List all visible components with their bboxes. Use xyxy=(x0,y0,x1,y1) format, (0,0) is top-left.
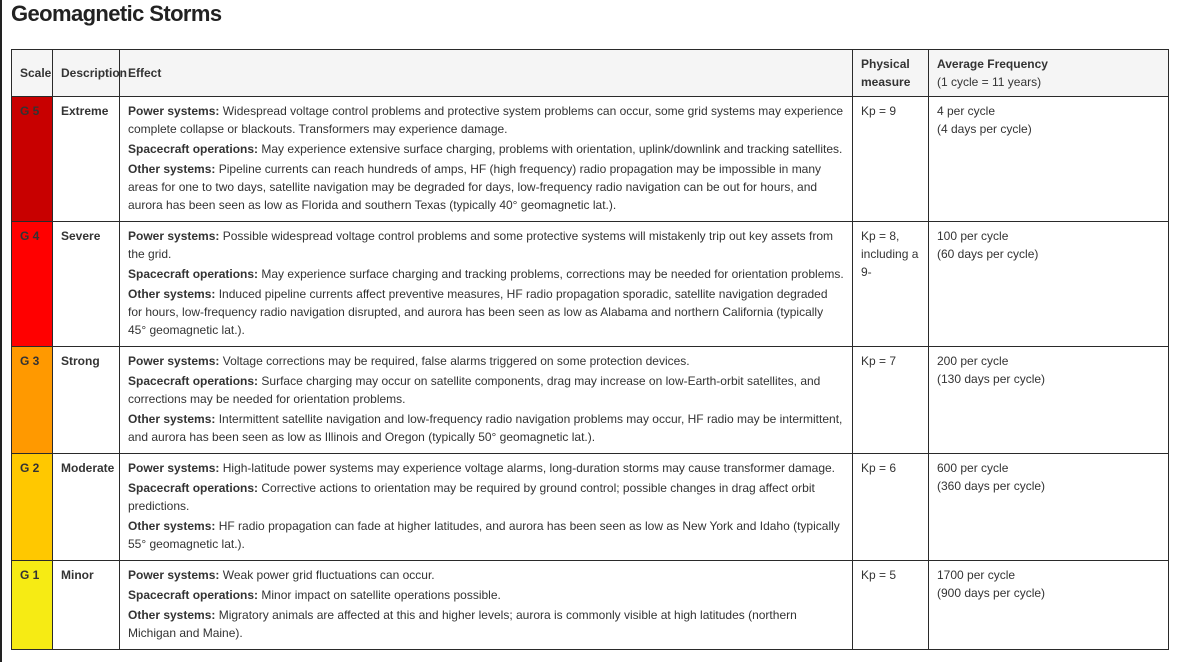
description-label: Moderate xyxy=(61,461,115,475)
spacecraft-operations-label: Spacecraft operations: xyxy=(128,588,259,602)
frequency-value: 1700 per cycle xyxy=(937,568,1016,582)
scale-cell xyxy=(12,454,53,561)
header-description: Description xyxy=(53,50,120,97)
frequency-value: 100 per cycle xyxy=(937,229,1009,243)
other-systems-text: HF radio propagation can fade at higher latitudes, and aurora has been seen as low as New York and Idaho (typically 55° geomagnetic lat.). xyxy=(128,519,840,551)
effect-spacecraft-operations xyxy=(128,372,844,408)
header-average-frequency-label: Average Frequency xyxy=(937,57,1048,71)
other-systems-label: Other systems: xyxy=(128,519,216,533)
header-average-frequency-note: (1 cycle = 11 years) xyxy=(937,75,1042,89)
frequency-value: 600 per cycle xyxy=(937,461,1009,475)
scale-cell xyxy=(12,222,53,347)
description-cell xyxy=(53,347,120,454)
spacecraft-operations-text: May experience extensive surface charging, problems with orientation, uplink/downlink and tracking satellites. xyxy=(261,142,843,156)
scale-label: G 2 xyxy=(20,461,40,475)
power-systems-label: Power systems: xyxy=(128,354,220,368)
frequency-days-value: (130 days per cycle) xyxy=(937,372,1046,386)
other-systems-text: Intermittent satellite navigation and low-frequency radio navigation problems may occur, HF radio may be intermittent, and aurora has been seen as low as Illinois and Oregon (typically 50° geomagnetic lat.). xyxy=(128,412,843,444)
physical-measure-cell xyxy=(853,561,929,650)
scale-cell xyxy=(12,561,53,650)
frequency-cell xyxy=(929,454,1169,561)
effect-other-systems xyxy=(128,517,844,553)
scale-label: G 3 xyxy=(20,354,40,368)
other-systems-label: Other systems: xyxy=(128,162,216,176)
power-systems-label: Power systems: xyxy=(128,461,220,475)
other-systems-text: Pipeline currents can reach hundreds of amps, HF (high frequency) radio propagation may be impossible in many areas for one to two days, satellite navigation may be degraded for days, low-frequency radio navigation can be out for hours, and aurora has been seen as low as Florida and southern Texas (typically 40° geomagnetic lat.). xyxy=(128,162,822,212)
physical-measure-value: Kp = 9 xyxy=(861,104,897,118)
physical-measure-cell xyxy=(853,347,929,454)
effect-power-systems xyxy=(128,459,844,477)
spacecraft-operations-label: Spacecraft operations: xyxy=(128,142,259,156)
header-effect: Effect xyxy=(120,50,853,97)
physical-measure-value: Kp = 8, including a 9- xyxy=(861,229,919,279)
scale-cell xyxy=(12,347,53,454)
frequency-cell xyxy=(929,347,1169,454)
effect-power-systems xyxy=(128,352,844,370)
spacecraft-operations-text: Minor impact on satellite operations possible. xyxy=(261,588,501,602)
spacecraft-operations-label: Spacecraft operations: xyxy=(128,267,259,281)
physical-measure-value: Kp = 6 xyxy=(861,461,897,475)
physical-measure-cell xyxy=(853,454,929,561)
description-label: Extreme xyxy=(61,104,109,118)
effect-other-systems xyxy=(128,410,844,446)
header-scale: Scale xyxy=(12,50,53,97)
effect-cell xyxy=(120,454,853,561)
power-systems-text: Weak power grid fluctuations can occur. xyxy=(222,568,435,582)
power-systems-text: High-latitude power systems may experience voltage alarms, long-duration storms may cause transformer damage. xyxy=(222,461,835,475)
frequency-cell xyxy=(929,222,1169,347)
power-systems-label: Power systems: xyxy=(128,229,220,243)
effect-power-systems xyxy=(128,227,844,263)
other-systems-label: Other systems: xyxy=(128,412,216,426)
spacecraft-operations-label: Spacecraft operations: xyxy=(128,374,259,388)
frequency-value: 4 per cycle xyxy=(937,104,996,118)
physical-measure-value: Kp = 5 xyxy=(861,568,897,582)
other-systems-label: Other systems: xyxy=(128,608,216,622)
frequency-cell xyxy=(929,97,1169,222)
effect-cell xyxy=(120,97,853,222)
physical-measure-cell xyxy=(853,97,929,222)
physical-measure-value: Kp = 7 xyxy=(861,354,897,368)
table-row-g4 xyxy=(12,222,1169,347)
table-row-g3 xyxy=(12,347,1169,454)
power-systems-text: Possible widespread voltage control problems and some protective systems will mistakenly trip out key assets from the grid. xyxy=(128,229,833,261)
header-average-frequency xyxy=(929,50,1169,97)
frequency-days-value: (360 days per cycle) xyxy=(937,479,1046,493)
scale-cell xyxy=(12,97,53,222)
table-header-row xyxy=(12,50,1169,97)
spacecraft-operations-label: Spacecraft operations: xyxy=(128,481,259,495)
physical-measure-cell xyxy=(853,222,929,347)
spacecraft-operations-text: Corrective actions to orientation may be required by ground control; possible changes in drag affect orbit predictions. xyxy=(128,481,815,513)
description-label: Severe xyxy=(61,229,101,243)
spacecraft-operations-text: Surface charging may occur on satellite components, drag may increase on low-Earth-orbit satellites, and corrections may be needed for orientation problems. xyxy=(128,374,821,406)
effect-cell xyxy=(120,222,853,347)
page-title: Geomagnetic Storms xyxy=(11,1,222,26)
effect-power-systems xyxy=(128,102,844,138)
header-physical-measure: Physical measure xyxy=(853,50,929,97)
description-cell xyxy=(53,561,120,650)
description-cell xyxy=(53,222,120,347)
description-label: Strong xyxy=(61,354,100,368)
description-label: Minor xyxy=(61,568,94,582)
geomagnetic-storms-table xyxy=(11,49,1169,650)
power-systems-text: Widespread voltage control problems and protective system problems can occur, some grid systems may experience complete collapse or blackouts. Transformers may experience damage. xyxy=(128,104,844,136)
effect-spacecraft-operations xyxy=(128,265,844,283)
frequency-days-value: (4 days per cycle) xyxy=(937,122,1032,136)
frequency-cell xyxy=(929,561,1169,650)
spacecraft-operations-text: May experience surface charging and tracking problems, corrections may be needed for orientation problems. xyxy=(261,267,844,281)
scale-label: G 5 xyxy=(20,104,40,118)
page-left-border xyxy=(0,0,2,662)
scale-label: G 4 xyxy=(20,229,40,243)
effect-spacecraft-operations xyxy=(128,586,844,604)
frequency-days-value: (60 days per cycle) xyxy=(937,247,1039,261)
effect-spacecraft-operations xyxy=(128,140,844,158)
effect-other-systems xyxy=(128,285,844,339)
effect-spacecraft-operations xyxy=(128,479,844,515)
power-systems-text: Voltage corrections may be required, false alarms triggered on some protection devices. xyxy=(222,354,690,368)
frequency-value: 200 per cycle xyxy=(937,354,1009,368)
effect-cell xyxy=(120,561,853,650)
table-row-g1 xyxy=(12,561,1169,650)
scale-label: G 1 xyxy=(20,568,40,582)
effect-power-systems xyxy=(128,566,844,584)
frequency-days-value: (900 days per cycle) xyxy=(937,586,1046,600)
description-cell xyxy=(53,454,120,561)
effect-cell xyxy=(120,347,853,454)
effect-other-systems xyxy=(128,606,844,642)
description-cell xyxy=(53,97,120,222)
power-systems-label: Power systems: xyxy=(128,104,220,118)
other-systems-text: Induced pipeline currents affect preventive measures, HF radio propagation sporadic, satellite navigation degraded for hours, low-frequency radio navigation disrupted, and aurora has been seen as low as Alabama and northern California (typically 45° geomagnetic lat.). xyxy=(128,287,828,337)
other-systems-text: Migratory animals are affected at this and higher levels; aurora is commonly visible at high latitudes (northern Michigan and Maine). xyxy=(128,608,797,640)
other-systems-label: Other systems: xyxy=(128,287,216,301)
effect-other-systems xyxy=(128,160,844,214)
table-row-g5 xyxy=(12,97,1169,222)
power-systems-label: Power systems: xyxy=(128,568,220,582)
table-row-g2 xyxy=(12,454,1169,561)
